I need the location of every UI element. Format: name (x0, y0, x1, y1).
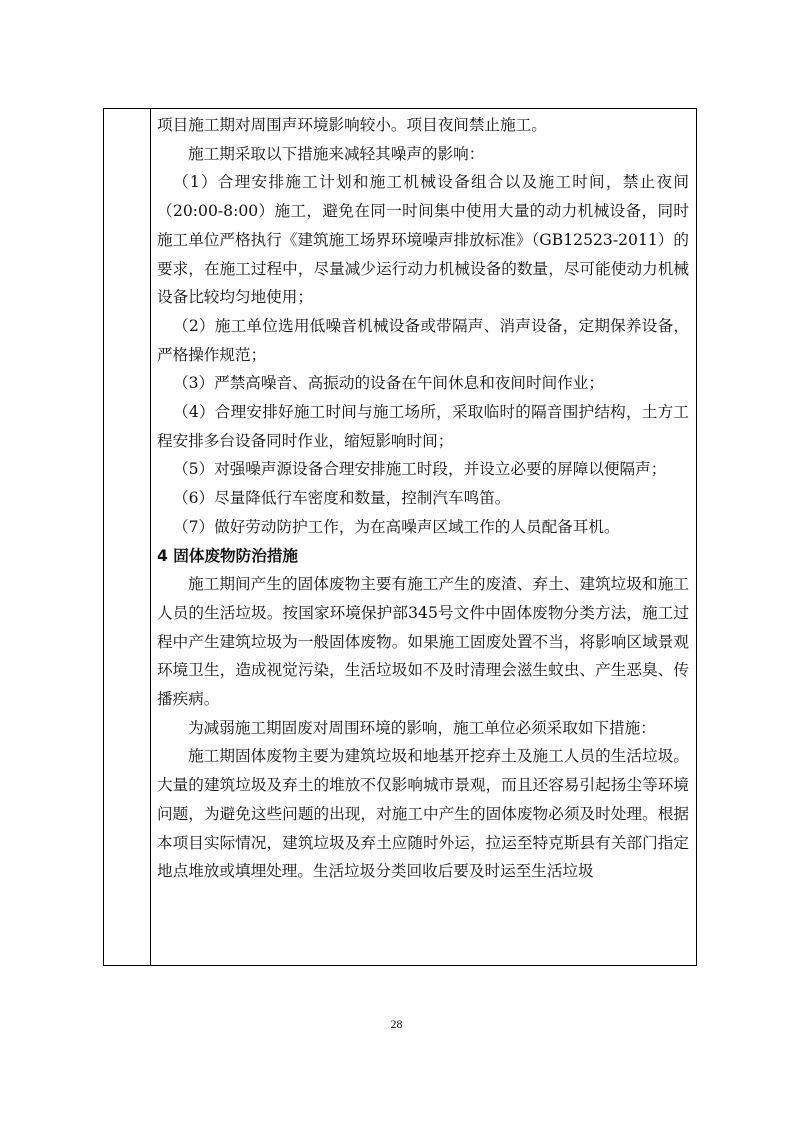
table-content-cell (157, 111, 689, 886)
solid-waste-paragraph: 施工期固体废物主要为建筑垃圾和地基开挖弃土及施工人员的生活垃圾。大量的建筑垃圾及弃土的堆放不仅影响城市景观，而且还容易引起扬尘等环境问题，为避免这些问题的出现，对施工中产生的固体废物必须及时处理。根据本项目实际情况，建筑垃圾及弃土应随时外运，拉运至特克斯县有关部门指定地点堆放或填埋处理。生活垃圾分类回收后要及时运至生活垃圾 (157, 747, 689, 881)
measures-intro-paragraph: 施工期采取以下措施来减轻其噪声的影响： (188, 144, 485, 163)
noise-measure-item: （7）做好劳动防护工作，为在高噪声区域工作的人员配备耳机。 (173, 517, 620, 536)
page-number: 28 (390, 1017, 403, 1031)
solid-waste-paragraph: 施工期间产生的固体废物主要有施工产生的废渣、弃土、建筑垃圾和施工人员的生活垃圾。按国家环境保护部345号文件中固体废物分类方法，施工过程中产生建筑垃圾为一般固体废物。如果施工固废处置不当，将影响区域景观环境卫生，造成视觉污染，生活垃圾如不及时清理会滋生蚊虫、产生恶臭、传播疾病。 (157, 575, 689, 709)
noise-measure-item: （3）严禁高噪音、高振动的设备在午间休息和夜间时间作业； (173, 374, 604, 393)
noise-measure-item: （5）对强噪声源设备合理安排施工时段，并设立必要的屏障以便隔声； (173, 460, 667, 479)
noise-measure-item: （1）合理安排施工计划和施工机械设备组合以及施工时间，禁止夜间（20:00-8:00）施工，避免在同一时间集中使用大量的动力机械设备，同时施工单位严格执行《建筑施工场界环境噪声排放标准》（GB12523-2011）的要求，在施工过程中，尽量减少运行动力机械设备的数量，尽可能使动力机械设备比较均匀地使用； (157, 173, 689, 307)
column-divider (150, 108, 151, 966)
noise-measure-item: （2）施工单位选用低噪音机械设备或带隔声、消声设备，定期保养设备，严格操作规范； (157, 316, 689, 364)
section-heading: 4 固体废物防治措施 (157, 546, 299, 565)
solid-waste-paragraph: 为减弱施工期固废对周围环境的影响，施工单位必须采取如下措施： (188, 718, 656, 737)
noise-measure-item: （6）尽量降低行车密度和数量，控制汽车鸣笛。 (173, 489, 511, 508)
continuation-paragraph: 项目施工期对周围声环境影响较小。项目夜间禁止施工。 (157, 116, 547, 134)
noise-measure-item: （4）合理安排好施工时间与施工场所，采取临时的隔音围护结构，土方工程安排多台设备同时作业，缩短影响时间； (157, 403, 689, 450)
